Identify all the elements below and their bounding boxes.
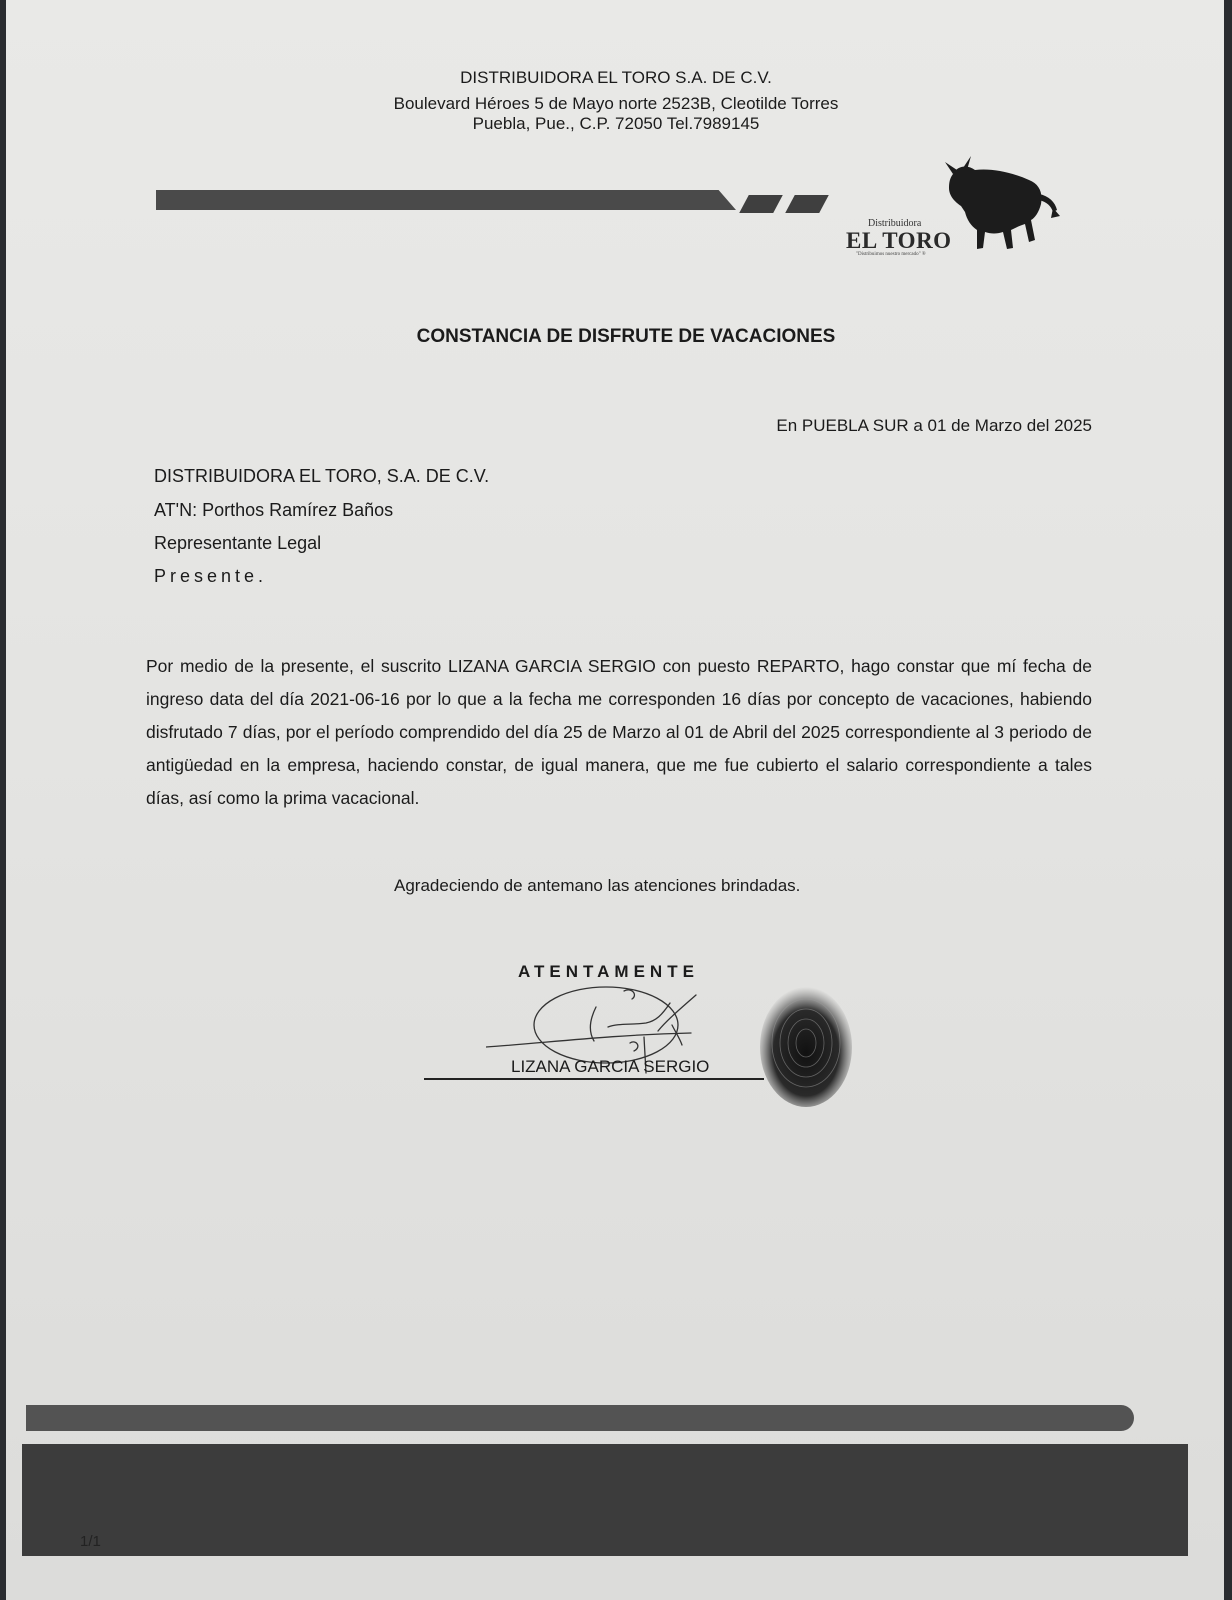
logo-tagline: "Distribuimos nuestro mercado" ® <box>856 252 926 257</box>
addressee-role: Representante Legal <box>154 533 322 553</box>
document-title: CONSTANCIA DE DISFRUTE DE VACACIONES <box>416 326 836 347</box>
thanks-line: Agradeciendo de antemano las atenciones brindadas. <box>394 876 801 895</box>
footer-decorative-band <box>22 1444 1188 1556</box>
addressee-company: DISTRIBUIDORA EL TORO, S.A. DE C.V. <box>154 466 490 486</box>
signature-line <box>424 1078 764 1080</box>
addressee-attn: AT'N: Porthos Ramírez Baños <box>154 500 394 520</box>
header-bar-segment <box>785 195 829 213</box>
company-address-line1: Boulevard Héroes 5 de Mayo norte 2523B, Cleotilde Torres <box>393 94 839 113</box>
footer-decorative-bar <box>26 1405 1134 1431</box>
logo-brand-name: EL TORO <box>846 228 952 253</box>
fingerprint-icon <box>751 975 861 1115</box>
page-number: 1/1 <box>80 1533 101 1550</box>
company-logo <box>846 150 1061 265</box>
header-bar-segment <box>739 195 783 213</box>
header-decorative-bar <box>156 190 736 210</box>
body-paragraph: Por medio de la presente, el suscrito LIZANA GARCIA SERGIO con puesto REPARTO, hago constar que mí fecha de ingreso data del día 2021-06-16 por lo que a la fecha me corresponden 16 días por concepto de vacaciones, habiendo disfrutado 7 días, por el período comprendido del día 25 de Marzo al 01 de Abril del 2025 correspondiente al 3 periodo de antigüedad en la empresa, haciendo constar, de igual manera, que me fue cubierto el salario correspondiente a tales días, así como la prima vacacional. <box>146 656 1092 808</box>
date-line: En PUEBLA SUR a 01 de Marzo del 2025 <box>776 416 1092 435</box>
document-page <box>6 0 1224 1600</box>
addressee-greeting: Presente. <box>154 566 268 586</box>
closing-word: ATENTAMENTE <box>518 962 699 981</box>
signer-name: LIZANA GARCIA SERGIO <box>511 1057 710 1076</box>
company-name: DISTRIBUIDORA EL TORO S.A. DE C.V. <box>460 68 772 87</box>
company-address-line2: Puebla, Pue., C.P. 72050 Tel.7989145 <box>472 114 760 133</box>
logo-distribuidora-label: Distribuidora <box>868 218 922 229</box>
